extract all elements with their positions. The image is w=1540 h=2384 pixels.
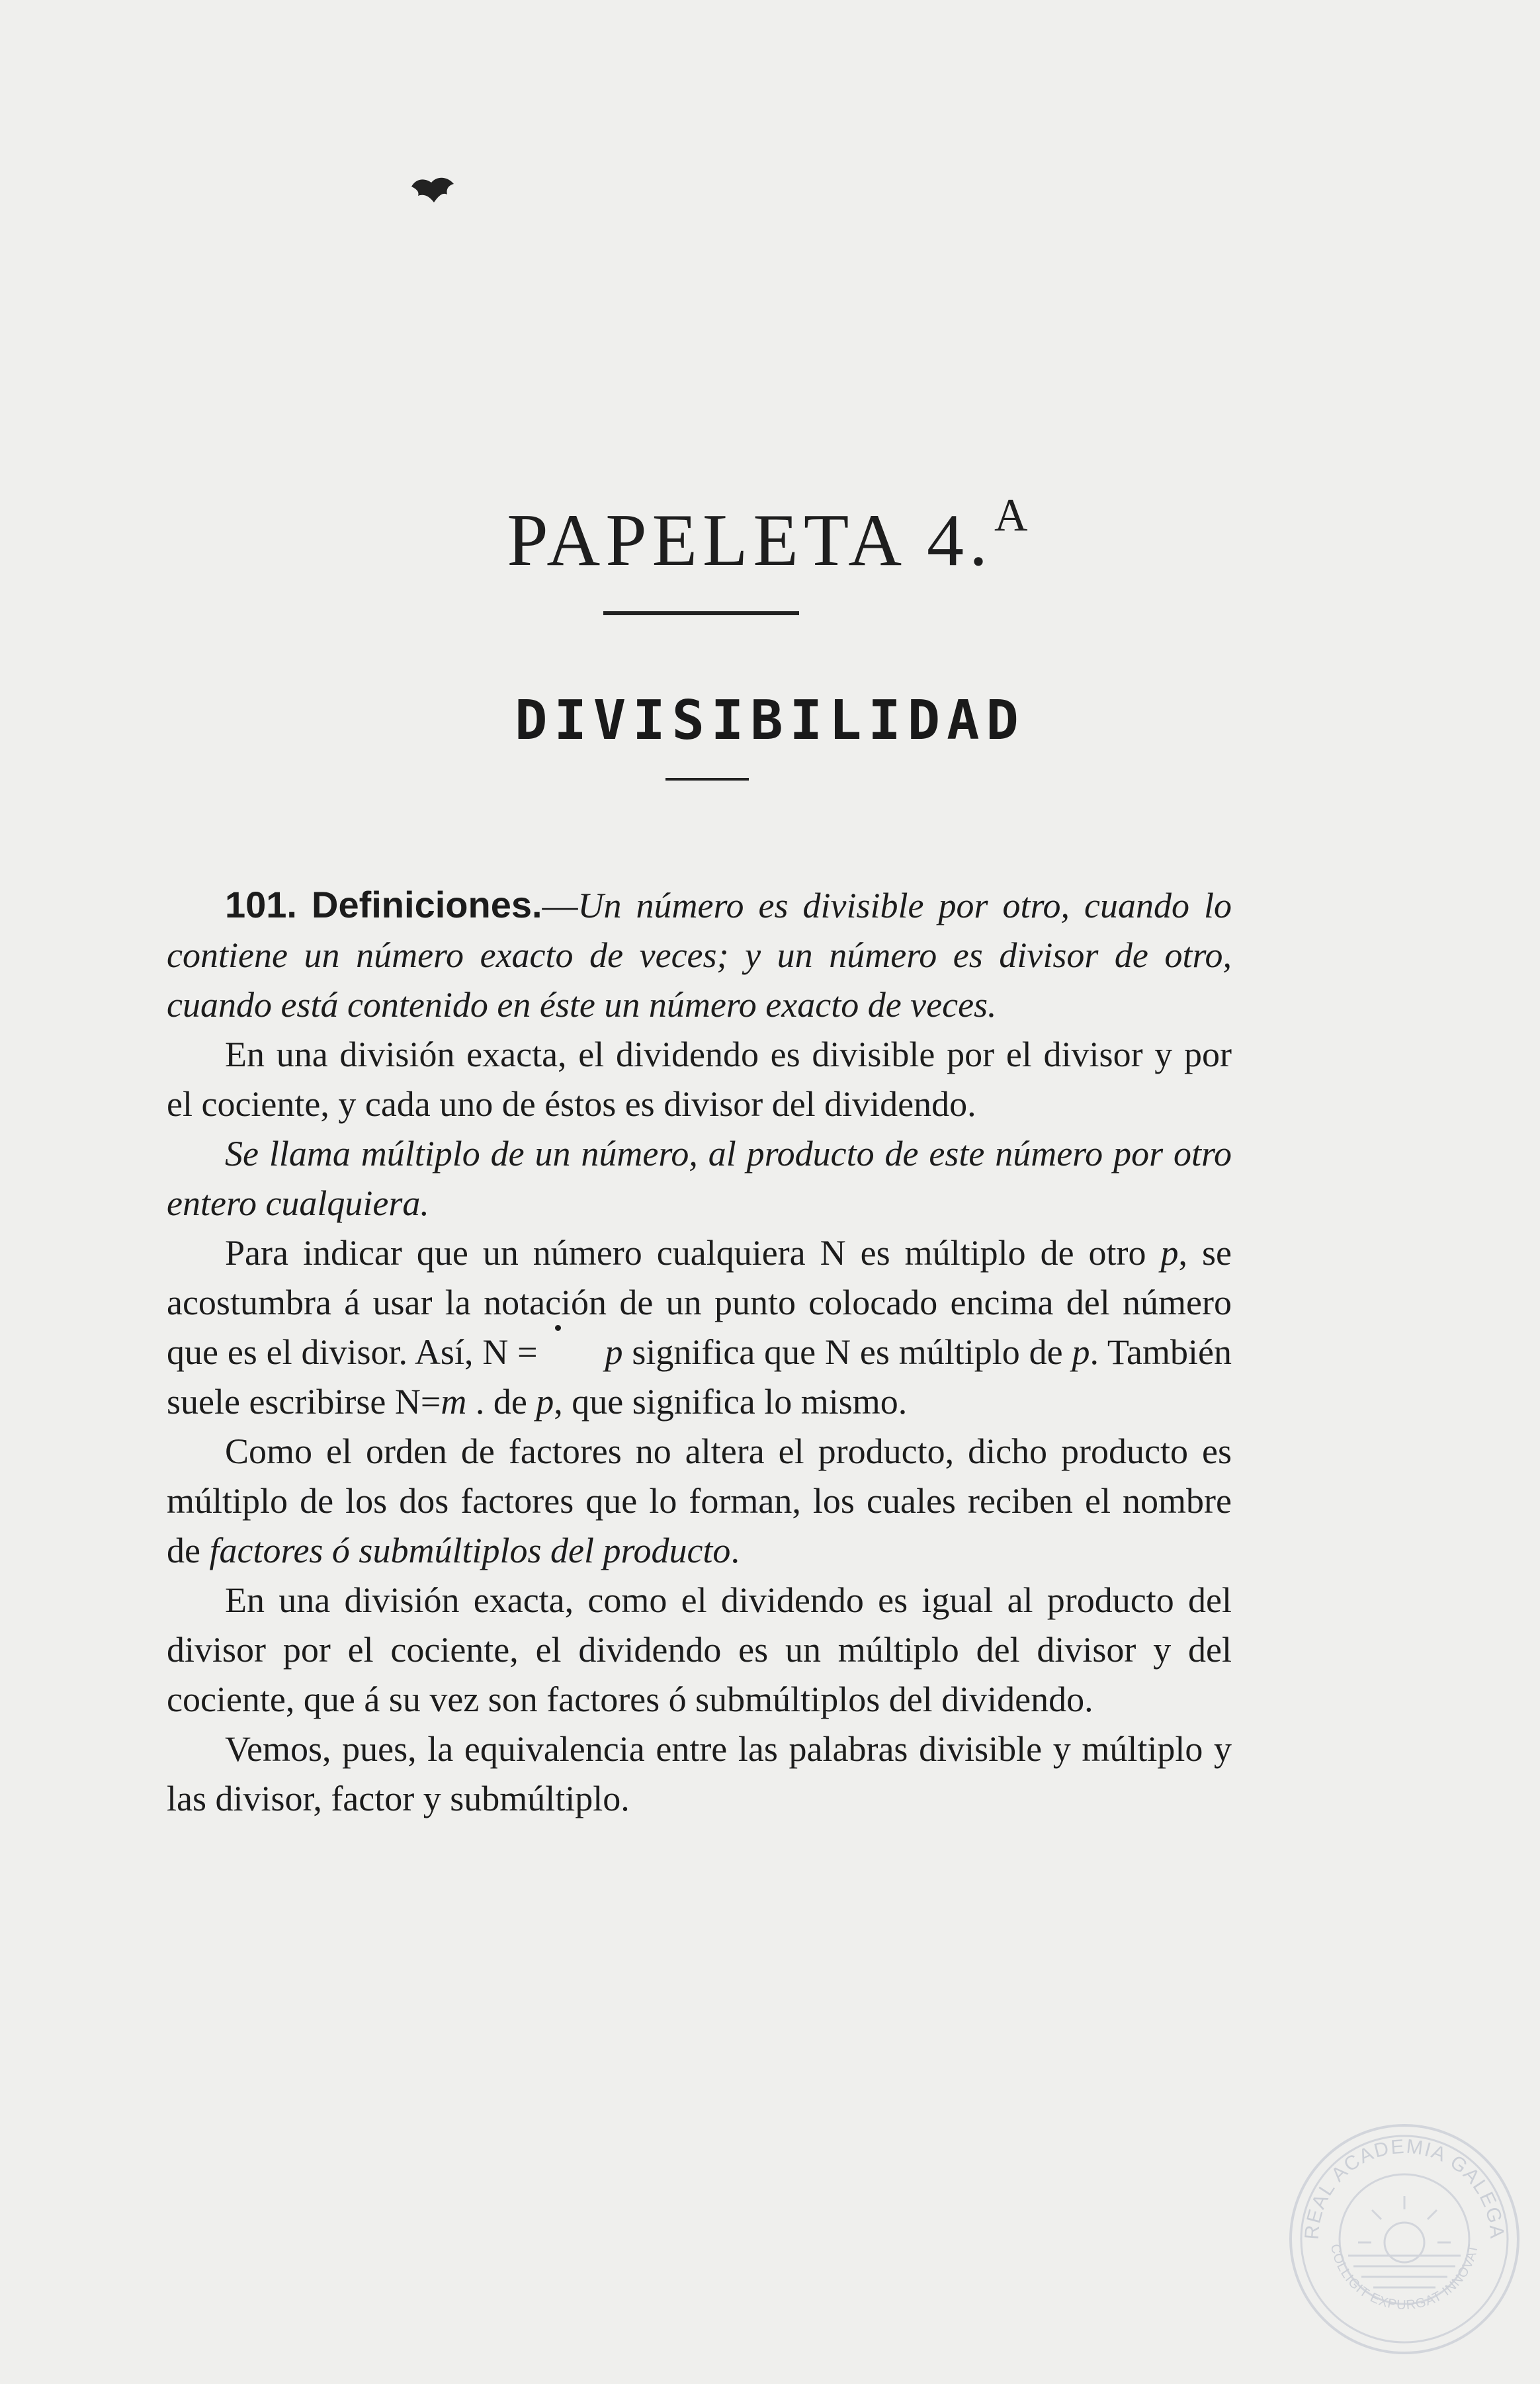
title-ordinal: A [994,490,1033,541]
title-rule [603,611,799,615]
p4-text-e: . de [466,1382,536,1422]
page-title [0,490,1540,583]
paragraph-6: En una división exacta, como el dividendo es igual al producto del divisor por el cociente, el dividendo es un múltiplo del divisor y del cociente, que á su vez son factores ó submúltiplos del dividendo. [167,1580,1232,1719]
p4-text-c: significa que N es múltiplo de [622,1332,1072,1372]
paragraph-3 [167,1129,1232,1228]
p4-var-m: m [441,1382,467,1422]
p4-dotted-p: p [547,1328,623,1377]
p4-text-f: , que significa lo mismo. [554,1382,908,1422]
seal-bottom-text: COLLIGIT EXPURGAT INNOVAT [1327,2242,1482,2313]
paragraph-2: En una división exacta, el dividendo es divisible por el divisor y por el cociente, y cada uno de éstos es divisor del dividendo. [167,1035,1232,1124]
p4-var-p: p [1072,1332,1090,1372]
paragraph-definitions [167,880,1232,1030]
paragraph-number: 101. [225,884,297,925]
paragraph-heading: Definiciones. [312,884,542,925]
p4-text-a: Para indicar que un número cualquiera N es múltiplo de otro [225,1233,1161,1273]
p4-text-d: . También suele escribirse N= [167,1332,1232,1422]
p4-text-b: , se acostumbra á usar la notación de un punto colocado encima del número que es el divisor. Así, N = [167,1233,1232,1372]
ornament-icon [409,173,456,206]
paragraph-7: Vemos, pues, la equivalencia entre las palabras divisible y múltiplo y las divisor, factor y submúltiplo. [167,1729,1232,1818]
title-main: PAPELETA 4. [507,499,993,581]
paragraph-5 [167,1427,1232,1576]
p4-var-p: p [536,1382,554,1422]
section-title: DIVISIBILIDAD [515,689,1025,752]
academy-seal-stamp [1282,2117,1527,2362]
heading-dash: — [542,886,578,925]
body-text [167,880,1232,1824]
p5-text-b: . [730,1531,740,1570]
seal-top-text: REAL ACADEMIA GALEGA [1301,2135,1508,2240]
p4-var-p: p [1160,1233,1179,1273]
p5-italic: factores ó submúltiplos del producto [209,1531,731,1570]
p5-text-a: Como el orden de factores no altera el producto, dicho producto es múltiplo de los dos factores que lo forman, los cuales reciben el nombre de [167,1431,1232,1570]
section-rule [665,778,749,781]
definition-text: Un número es divisible por otro, cuando lo contiene un número exacto de veces; y un número es divisor de otro, cuando está contenido en éste un número exacto de veces. [167,886,1232,1025]
paragraph-4 [167,1228,1232,1427]
multiple-definition: Se llama múltiplo de un número, al producto de este número por otro entero cualquiera. [167,1134,1232,1223]
